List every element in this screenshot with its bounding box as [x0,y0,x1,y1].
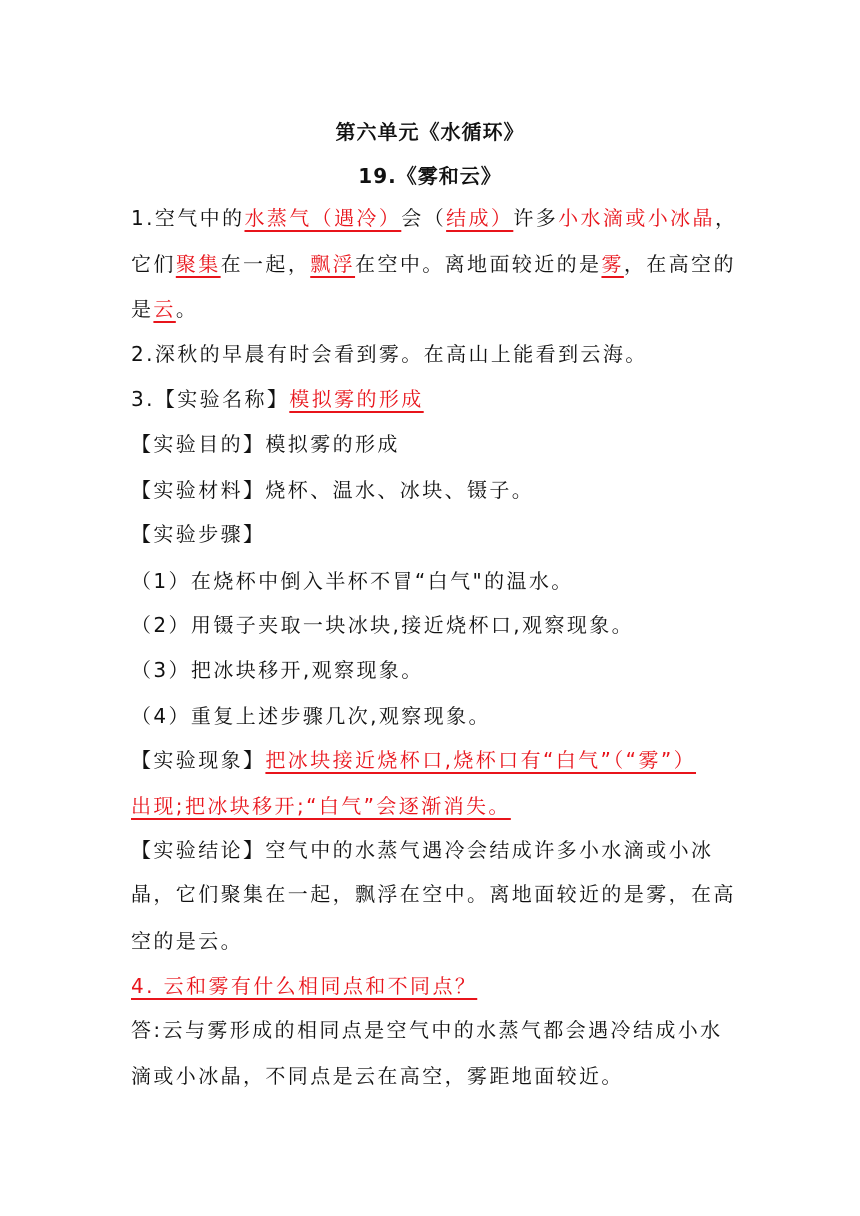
q3-conclusion-line-2: 晶，它们聚集在一起，飘浮在空中。离地面较近的是雾，在高 [131,882,736,906]
q3-phenomenon-text-1: 把冰块接近烧杯口,烧杯口有“白气”（“雾”） [265,748,697,772]
q1-blank-3: 小水滴或小冰晶 [558,206,715,230]
q3-phenomenon-label: 【实验现象】 [131,748,266,772]
q2-text: 2.深秋的早晨有时会看到雾。在高山上能看到云海。 [131,342,648,366]
q3-step-4: （4）重复上述步骤几次,观察现象。 [131,704,491,728]
q1-blank-5: 飘浮 [310,252,356,276]
q3-conclusion-line-1: 【实验结论】空气中的水蒸气遇冷会结成许多小水滴或小冰 [131,838,714,862]
q1-line-1 [131,204,737,232]
unit-title: 第六单元《水循环》 [335,120,525,144]
q1-blank-6: 雾 [601,252,624,276]
q1-mid-4: 在一起， [220,252,311,276]
q3-step-3: （3）把冰块移开,观察现象。 [131,658,424,682]
q1-blank-2: 结成） [446,206,514,230]
q3-steps-heading: 【实验步骤】 [131,522,266,546]
q1-line3-prefix: 是 [131,297,154,321]
q3-conclusion-line-3: 空的是云。 [131,929,243,953]
q3-step-1: （1）在烧杯中倒入半杯不冒“白气"的温水。 [131,569,574,593]
q4-question: 4. 云和雾有什么相同点和不同点？ [131,974,478,998]
q1-line-3 [131,295,198,323]
q4-answer-line-1: 答:云与雾形成的相同点是空气中的水蒸气都会遇冷结成小水 [131,1018,723,1042]
q3-materials: 【实验材料】烧杯、温水、冰块、镊子。 [131,478,535,502]
q1-mid-6: ，在高空的 [623,252,736,276]
q1-blank-7: 云 [153,297,176,321]
q3-purpose: 【实验目的】模拟雾的形成 [131,432,400,456]
q1-end: 。 [175,297,199,321]
q1-blank-4: 聚集 [175,252,221,276]
q1-mid-1: 会（ [401,206,447,230]
q1-blank-1: 水蒸气（遇冷） [244,206,402,230]
q1-mid-3: ， [714,206,738,230]
q1-prefix: 1.空气中的 [131,206,245,230]
q3-phenomenon-text-2: 出现;把冰块移开;“白气”会逐渐消失。 [131,794,511,818]
q1-mid-5: 在空中。离地面较近的是 [355,252,602,276]
q3-answer: 模拟雾的形成 [289,387,424,411]
q3-prefix: 3.【实验名称】 [131,387,290,411]
q3-step-2: （2）用镊子夹取一块冰块,接近烧杯口,观察现象。 [131,613,635,637]
q3-name-line [131,385,424,413]
q1-mid-2: 许多 [513,206,559,230]
q4-answer-line-2: 滴或小冰晶，不同点是云在高空，雾距地面较近。 [131,1064,624,1088]
q1-line-2 [131,250,736,278]
lesson-title: 19.《雾和云》 [358,164,502,188]
q3-phenomenon-line-1 [131,746,696,774]
q1-line2-prefix: 它们 [131,252,176,276]
